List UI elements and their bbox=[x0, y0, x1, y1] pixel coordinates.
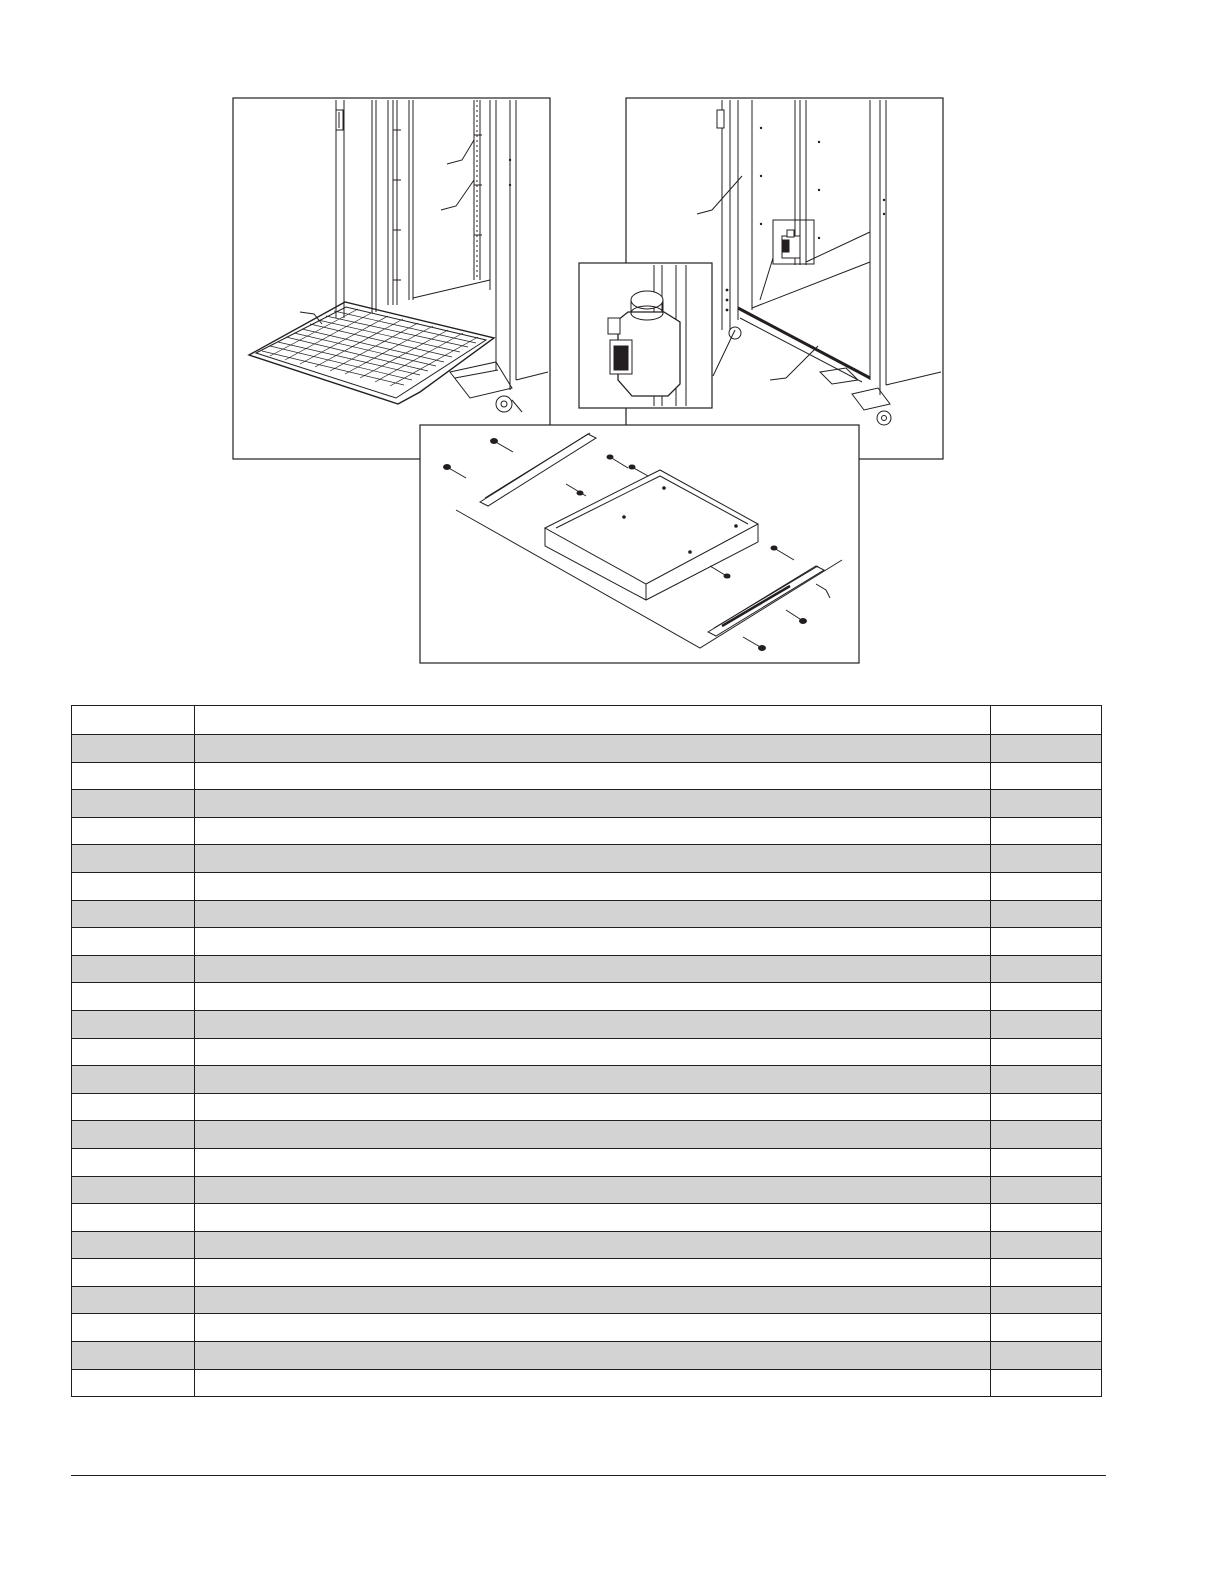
cell-item bbox=[72, 1369, 195, 1397]
table-row bbox=[72, 1259, 1102, 1287]
cell-quantity bbox=[991, 928, 1102, 956]
table-row bbox=[72, 817, 1102, 845]
right-cabinet-panel bbox=[509, 98, 943, 459]
parts-illustration bbox=[0, 0, 1224, 700]
cell-quantity bbox=[991, 1369, 1102, 1397]
table-row bbox=[72, 1148, 1102, 1176]
cell-description bbox=[195, 1369, 991, 1397]
cell-item bbox=[72, 1038, 195, 1066]
table-row bbox=[72, 1204, 1102, 1232]
cell-item bbox=[72, 762, 195, 790]
cell-description bbox=[195, 1342, 991, 1370]
column-header-quantity bbox=[991, 706, 1102, 735]
cell-quantity bbox=[991, 735, 1102, 763]
cell-item bbox=[72, 1314, 195, 1342]
cell-quantity bbox=[991, 790, 1102, 818]
cell-item bbox=[72, 735, 195, 763]
table-row bbox=[72, 900, 1102, 928]
cell-item bbox=[72, 1010, 195, 1038]
cell-item bbox=[72, 1121, 195, 1149]
cell-description bbox=[195, 845, 991, 873]
cell-description bbox=[195, 928, 991, 956]
cell-item bbox=[72, 817, 195, 845]
left-cabinet-panel bbox=[233, 98, 550, 459]
cell-description bbox=[195, 983, 991, 1011]
table-row bbox=[72, 872, 1102, 900]
column-header-description bbox=[195, 706, 991, 735]
cell-description bbox=[195, 1204, 991, 1232]
cell-description bbox=[195, 1259, 991, 1287]
cell-item bbox=[72, 872, 195, 900]
cell-description bbox=[195, 1148, 991, 1176]
table-row bbox=[72, 1286, 1102, 1314]
table-row bbox=[72, 1342, 1102, 1370]
cell-quantity bbox=[991, 1286, 1102, 1314]
footer-divider bbox=[71, 1475, 1106, 1476]
table-row bbox=[72, 1369, 1102, 1397]
table-row bbox=[72, 1314, 1102, 1342]
table-header-row bbox=[72, 706, 1102, 735]
cell-quantity bbox=[991, 1038, 1102, 1066]
exploded-parts-figure bbox=[0, 0, 1224, 700]
table-row bbox=[72, 1038, 1102, 1066]
cell-quantity bbox=[991, 1204, 1102, 1232]
cell-quantity bbox=[991, 1314, 1102, 1342]
cell-item bbox=[72, 1066, 195, 1094]
table-row bbox=[72, 1231, 1102, 1259]
table-row bbox=[72, 845, 1102, 873]
cell-quantity bbox=[991, 872, 1102, 900]
cell-description bbox=[195, 1231, 991, 1259]
cell-item bbox=[72, 1176, 195, 1204]
cell-item bbox=[72, 790, 195, 818]
cell-description bbox=[195, 1093, 991, 1121]
switch-detail-inset bbox=[579, 263, 712, 408]
cell-quantity bbox=[991, 762, 1102, 790]
cell-quantity bbox=[991, 1176, 1102, 1204]
table-row bbox=[72, 790, 1102, 818]
cell-quantity bbox=[991, 1010, 1102, 1038]
cell-item bbox=[72, 983, 195, 1011]
cell-item bbox=[72, 1286, 195, 1314]
table-row bbox=[72, 1010, 1102, 1038]
cell-item bbox=[72, 1204, 195, 1232]
cell-description bbox=[195, 1286, 991, 1314]
cell-item bbox=[72, 955, 195, 983]
cell-item bbox=[72, 1259, 195, 1287]
drawer-assembly-panel bbox=[420, 425, 859, 663]
table-row bbox=[72, 983, 1102, 1011]
cell-description bbox=[195, 1121, 991, 1149]
cell-quantity bbox=[991, 983, 1102, 1011]
cell-description bbox=[195, 1314, 991, 1342]
cell-description bbox=[195, 735, 991, 763]
cell-item bbox=[72, 928, 195, 956]
cell-quantity bbox=[991, 1148, 1102, 1176]
cell-description bbox=[195, 762, 991, 790]
column-header-item bbox=[72, 706, 195, 735]
cell-quantity bbox=[991, 900, 1102, 928]
cell-item bbox=[72, 1231, 195, 1259]
cell-description bbox=[195, 955, 991, 983]
cell-description bbox=[195, 817, 991, 845]
cell-quantity bbox=[991, 1342, 1102, 1370]
cell-description bbox=[195, 1038, 991, 1066]
cell-description bbox=[195, 1010, 991, 1038]
cell-quantity bbox=[991, 1093, 1102, 1121]
cell-item bbox=[72, 1093, 195, 1121]
cell-item bbox=[72, 1342, 195, 1370]
parts-list-table bbox=[71, 705, 1102, 1397]
cell-quantity bbox=[991, 1259, 1102, 1287]
cell-quantity bbox=[991, 955, 1102, 983]
table-row bbox=[72, 1066, 1102, 1094]
table-row bbox=[72, 1176, 1102, 1204]
cell-description bbox=[195, 1066, 991, 1094]
cell-description bbox=[195, 790, 991, 818]
cell-description bbox=[195, 900, 991, 928]
table-row bbox=[72, 1093, 1102, 1121]
cell-quantity bbox=[991, 1121, 1102, 1149]
table-row bbox=[72, 735, 1102, 763]
cell-quantity bbox=[991, 1066, 1102, 1094]
cell-quantity bbox=[991, 817, 1102, 845]
table-row bbox=[72, 955, 1102, 983]
cell-item bbox=[72, 1148, 195, 1176]
table-row bbox=[72, 928, 1102, 956]
cell-item bbox=[72, 845, 195, 873]
cell-description bbox=[195, 1176, 991, 1204]
cell-quantity bbox=[991, 845, 1102, 873]
cell-description bbox=[195, 872, 991, 900]
table-row bbox=[72, 1121, 1102, 1149]
cell-item bbox=[72, 900, 195, 928]
table-row bbox=[72, 762, 1102, 790]
cell-quantity bbox=[991, 1231, 1102, 1259]
